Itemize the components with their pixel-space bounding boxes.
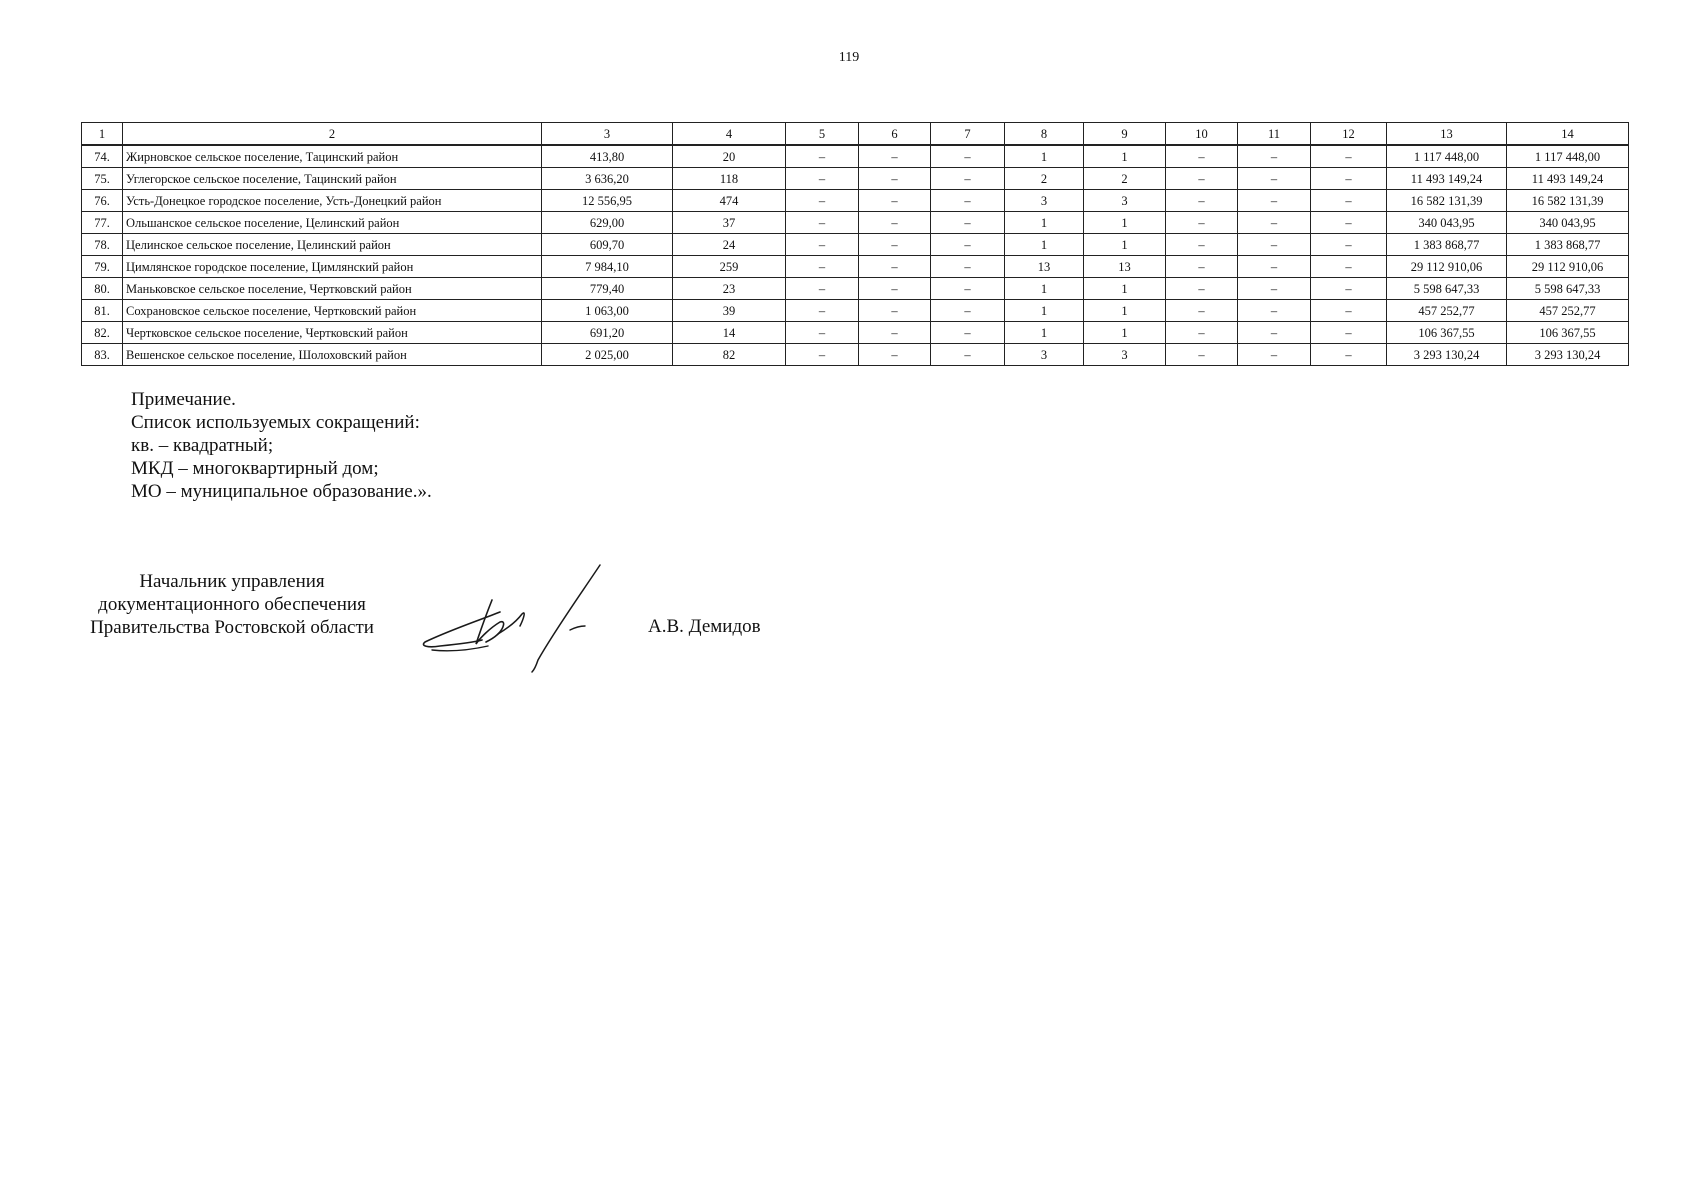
value-cell: 1	[1005, 300, 1084, 322]
abbreviation-item: МКД – многоквартирный дом;	[131, 458, 379, 479]
column-header: 3	[542, 123, 673, 146]
value-cell: 779,40	[542, 278, 673, 300]
column-header: 12	[1311, 123, 1387, 146]
table-body	[82, 145, 1629, 366]
value-cell: 29 112 910,06	[1387, 256, 1507, 278]
row-number-cell: 80.	[82, 278, 123, 300]
value-cell: –	[1311, 234, 1387, 256]
value-cell: –	[1238, 190, 1311, 212]
row-number-cell: 79.	[82, 256, 123, 278]
value-cell: 29 112 910,06	[1507, 256, 1629, 278]
value-cell: 82	[673, 344, 786, 366]
page-number: 119	[838, 50, 860, 65]
value-cell: –	[931, 256, 1005, 278]
value-cell: –	[1166, 322, 1238, 344]
settlement-name-cell: Углегорское сельское поселение, Тацинский район	[123, 168, 542, 190]
value-cell: –	[786, 344, 859, 366]
signer-name: А.В. Демидов	[648, 616, 761, 637]
value-cell: –	[1166, 190, 1238, 212]
value-cell: –	[1311, 256, 1387, 278]
value-cell: –	[1238, 300, 1311, 322]
row-number-cell: 78.	[82, 234, 123, 256]
value-cell: 39	[673, 300, 786, 322]
value-cell: 1	[1084, 278, 1166, 300]
column-header: 14	[1507, 123, 1629, 146]
settlement-name-cell: Сохрановское сельское поселение, Чертковский район	[123, 300, 542, 322]
column-header: 11	[1238, 123, 1311, 146]
value-cell: –	[859, 190, 931, 212]
value-cell: –	[1238, 344, 1311, 366]
settlement-name-cell: Цимлянское городское поселение, Цимлянский район	[123, 256, 542, 278]
table-row	[82, 190, 1629, 212]
value-cell: –	[931, 212, 1005, 234]
value-cell: 3	[1084, 344, 1166, 366]
value-cell: –	[859, 322, 931, 344]
value-cell: –	[1311, 300, 1387, 322]
settlement-name-cell: Жирновское сельское поселение, Тацинский район	[123, 145, 542, 168]
value-cell: 3	[1005, 344, 1084, 366]
value-cell: –	[1166, 344, 1238, 366]
value-cell: 1	[1005, 278, 1084, 300]
value-cell: 5 598 647,33	[1387, 278, 1507, 300]
signer-position	[60, 570, 404, 639]
value-cell: –	[859, 256, 931, 278]
value-cell: 609,70	[542, 234, 673, 256]
value-cell: 340 043,95	[1387, 212, 1507, 234]
value-cell: 3 293 130,24	[1507, 344, 1629, 366]
value-cell: –	[1238, 168, 1311, 190]
table-row	[82, 322, 1629, 344]
column-header: 8	[1005, 123, 1084, 146]
note-block	[131, 388, 432, 503]
value-cell: 13	[1084, 256, 1166, 278]
value-cell: –	[931, 300, 1005, 322]
value-cell: 118	[673, 168, 786, 190]
value-cell: 1	[1084, 300, 1166, 322]
value-cell: 457 252,77	[1507, 300, 1629, 322]
value-cell: 3	[1084, 190, 1166, 212]
value-cell: –	[859, 168, 931, 190]
value-cell: –	[859, 212, 931, 234]
signer-position-line: Начальник управления	[139, 571, 325, 592]
value-cell: –	[786, 212, 859, 234]
settlement-name-cell: Ольшанское сельское поселение, Целинский район	[123, 212, 542, 234]
value-cell: –	[1166, 168, 1238, 190]
abbreviation-item: кв. – квадратный;	[131, 435, 274, 456]
value-cell: 12 556,95	[542, 190, 673, 212]
column-header: 9	[1084, 123, 1166, 146]
table-row	[82, 344, 1629, 366]
settlement-name-cell: Вешенское сельское поселение, Шолоховский район	[123, 344, 542, 366]
column-header: 6	[859, 123, 931, 146]
value-cell: –	[1311, 145, 1387, 168]
value-cell: 1	[1084, 322, 1166, 344]
value-cell: 1 063,00	[542, 300, 673, 322]
value-cell: –	[859, 145, 931, 168]
note-title: Примечание.	[131, 389, 236, 410]
value-cell: 16 582 131,39	[1387, 190, 1507, 212]
value-cell: –	[786, 234, 859, 256]
value-cell: 1 117 448,00	[1387, 145, 1507, 168]
value-cell: 7 984,10	[542, 256, 673, 278]
value-cell: –	[931, 278, 1005, 300]
value-cell: –	[1238, 212, 1311, 234]
value-cell: –	[931, 322, 1005, 344]
table-row	[82, 212, 1629, 234]
value-cell: –	[859, 344, 931, 366]
value-cell: 2	[1084, 168, 1166, 190]
value-cell: –	[786, 145, 859, 168]
value-cell: –	[1238, 234, 1311, 256]
value-cell: 1	[1005, 145, 1084, 168]
value-cell: –	[931, 344, 1005, 366]
value-cell: –	[1166, 256, 1238, 278]
value-cell: –	[1238, 145, 1311, 168]
value-cell: –	[786, 190, 859, 212]
value-cell: –	[1238, 278, 1311, 300]
settlement-name-cell: Целинское сельское поселение, Целинский район	[123, 234, 542, 256]
column-header: 2	[123, 123, 542, 146]
value-cell: –	[1166, 212, 1238, 234]
table-row	[82, 300, 1629, 322]
value-cell: 259	[673, 256, 786, 278]
value-cell: –	[1238, 322, 1311, 344]
value-cell: 106 367,55	[1507, 322, 1629, 344]
value-cell: 20	[673, 145, 786, 168]
value-cell: 1 383 868,77	[1507, 234, 1629, 256]
column-header: 13	[1387, 123, 1507, 146]
value-cell: –	[859, 278, 931, 300]
value-cell: –	[1311, 168, 1387, 190]
signer-position-line: Правительства Ростовской области	[90, 617, 374, 638]
value-cell: –	[931, 190, 1005, 212]
value-cell: 13	[1005, 256, 1084, 278]
value-cell: 2 025,00	[542, 344, 673, 366]
value-cell: –	[1166, 145, 1238, 168]
row-number-cell: 83.	[82, 344, 123, 366]
value-cell: 474	[673, 190, 786, 212]
row-number-cell: 75.	[82, 168, 123, 190]
value-cell: –	[1166, 300, 1238, 322]
value-cell: 1	[1005, 234, 1084, 256]
abbreviation-item: МО – муниципальное образование.».	[131, 481, 432, 502]
table-row	[82, 168, 1629, 190]
settlement-name-cell: Усть-Донецкое городское поселение, Усть-Донецкий район	[123, 190, 542, 212]
value-cell: 3 293 130,24	[1387, 344, 1507, 366]
table-row	[82, 234, 1629, 256]
value-cell: 3 636,20	[542, 168, 673, 190]
table-row	[82, 256, 1629, 278]
data-table	[81, 122, 1629, 366]
value-cell: –	[786, 300, 859, 322]
value-cell: 457 252,77	[1387, 300, 1507, 322]
row-number-cell: 82.	[82, 322, 123, 344]
value-cell: 3	[1005, 190, 1084, 212]
value-cell: 5 598 647,33	[1507, 278, 1629, 300]
value-cell: 1	[1084, 212, 1166, 234]
table-row	[82, 145, 1629, 168]
table-row	[82, 278, 1629, 300]
value-cell: –	[1166, 234, 1238, 256]
value-cell: 1 117 448,00	[1507, 145, 1629, 168]
row-number-cell: 76.	[82, 190, 123, 212]
value-cell: 23	[673, 278, 786, 300]
value-cell: 16 582 131,39	[1507, 190, 1629, 212]
value-cell: 11 493 149,24	[1387, 168, 1507, 190]
value-cell: 1	[1084, 145, 1166, 168]
value-cell: 106 367,55	[1387, 322, 1507, 344]
value-cell: 2	[1005, 168, 1084, 190]
value-cell: –	[859, 300, 931, 322]
value-cell: –	[931, 145, 1005, 168]
value-cell: 24	[673, 234, 786, 256]
column-header: 7	[931, 123, 1005, 146]
value-cell: –	[859, 234, 931, 256]
row-number-cell: 77.	[82, 212, 123, 234]
value-cell: –	[1311, 322, 1387, 344]
handwritten-signature	[420, 560, 630, 675]
value-cell: –	[931, 168, 1005, 190]
row-number-cell: 74.	[82, 145, 123, 168]
value-cell: –	[786, 278, 859, 300]
value-cell: 691,20	[542, 322, 673, 344]
settlement-name-cell: Маньковское сельское поселение, Чертковский район	[123, 278, 542, 300]
column-header: 5	[786, 123, 859, 146]
value-cell: –	[786, 322, 859, 344]
value-cell: 340 043,95	[1507, 212, 1629, 234]
value-cell: 1 383 868,77	[1387, 234, 1507, 256]
value-cell: –	[931, 234, 1005, 256]
row-number-cell: 81.	[82, 300, 123, 322]
value-cell: –	[1311, 212, 1387, 234]
table-header-row	[82, 123, 1629, 146]
column-header: 10	[1166, 123, 1238, 146]
value-cell: 1	[1005, 322, 1084, 344]
value-cell: –	[786, 168, 859, 190]
value-cell: –	[1311, 344, 1387, 366]
value-cell: 413,80	[542, 145, 673, 168]
value-cell: –	[786, 256, 859, 278]
value-cell: 629,00	[542, 212, 673, 234]
value-cell: 14	[673, 322, 786, 344]
value-cell: –	[1311, 278, 1387, 300]
value-cell: 11 493 149,24	[1507, 168, 1629, 190]
column-header: 4	[673, 123, 786, 146]
value-cell: –	[1166, 278, 1238, 300]
value-cell: 1	[1005, 212, 1084, 234]
value-cell: –	[1311, 190, 1387, 212]
settlement-name-cell: Чертковское сельское поселение, Чертковский район	[123, 322, 542, 344]
abbreviations-heading: Список используемых сокращений:	[131, 412, 420, 433]
value-cell: 37	[673, 212, 786, 234]
column-header: 1	[82, 123, 123, 146]
value-cell: –	[1238, 256, 1311, 278]
signer-position-line: документационного обеспечения	[98, 594, 366, 615]
value-cell: 1	[1084, 234, 1166, 256]
